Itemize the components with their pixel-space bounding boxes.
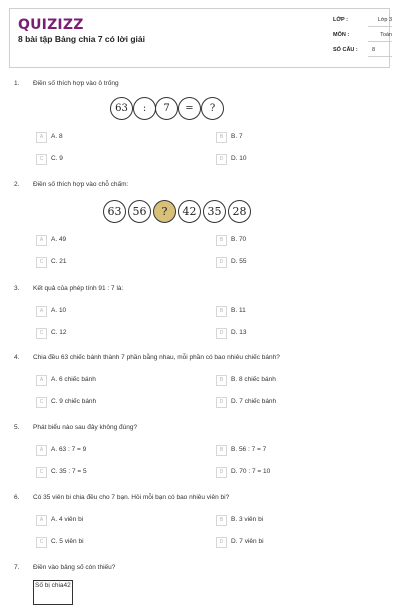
option-letter-box: D [216,257,227,268]
option-letter-box: A [36,132,47,143]
option-letter-box: D [216,328,227,339]
option-text: A. 4 viên bi [51,516,84,523]
option-text: C. 9 chiếc bánh [51,398,97,405]
q2-circle-4: 42 [178,200,201,223]
option-text: A. 49 [51,236,67,243]
question-3-number: 3. [14,285,20,292]
q2-circle-3-missing: ? [153,200,176,223]
q2-circle-5: 35 [203,200,226,223]
option-text: A. 6 chiếc bánh [51,376,96,383]
option-letter-box: B [216,445,227,456]
quizizz-logo: QUIZIZZ [18,17,84,33]
option-letter-box: A [36,235,47,246]
question-5-number: 5. [14,424,20,431]
q1-circle-5: ? [201,97,224,120]
option-letter-box: B [216,375,227,386]
q1-circle-1: 63 [110,97,133,120]
option-text: D. 7 viên bi [231,538,264,545]
q1-circle-2: : [133,97,156,120]
q2-circle-2: 56 [128,200,151,223]
subject-value: Toán [380,32,392,38]
option-letter-box: A [36,375,47,386]
option-letter-box: D [216,537,227,548]
option-text: B. 7 [231,133,243,140]
option-text: D. 55 [231,258,247,265]
option-letter-box: C [36,537,47,548]
q1-circle-3: 7 [155,97,178,120]
q2-circle-1: 63 [103,200,126,223]
option-letter-box: D [216,397,227,408]
question-count-underline [368,56,392,57]
question-2-text: Điền số thích hợp vào chỗ chấm: [33,181,129,188]
option-letter-box: C [36,467,47,478]
option-letter-box: B [216,132,227,143]
question-count-value: 8 [372,47,376,53]
option-text: A. 8 [51,133,63,140]
option-text: B. 56 : 7 = 7 [231,446,267,453]
class-underline [368,26,392,27]
question-7-text: Điền vào bảng số còn thiếu? [33,564,116,571]
class-label: LỚP : [333,17,348,23]
worksheet-header [9,8,390,68]
option-text: C. 21 [51,258,67,265]
option-letter-box: D [216,154,227,165]
option-letter-box: C [36,328,47,339]
option-letter-box: C [36,397,47,408]
worksheet-title: 8 bài tập Bảng chia 7 có lời giải [18,34,145,44]
option-text: D. 10 [231,155,247,162]
option-letter-box: B [216,306,227,317]
option-text: C. 9 [51,155,63,162]
option-text: C. 12 [51,329,67,336]
question-2-number: 2. [14,181,20,188]
question-1-number: 1. [14,80,20,87]
q1-circle-4: = [178,97,201,120]
question-5-text: Phát biểu nào sau đây không đúng? [33,424,138,431]
option-letter-box: B [216,515,227,526]
option-letter-box: C [36,154,47,165]
option-text: D. 7 chiếc bánh [231,398,277,405]
question-count-label: SỐ CÂU : [333,47,358,53]
question-4-text: Chia đều 63 chiếc bánh thành 7 phần bằng nhau, mỗi phần có bao nhiêu chiếc bánh? [33,354,280,361]
option-text: B. 11 [231,307,246,314]
question-1-text: Điền số thích hợp vào ô trống [33,80,119,87]
subject-underline [368,41,392,42]
question-3-text: Kết quả của phép tính 91 : 7 là: [33,285,124,292]
q2-circle-6: 28 [228,200,251,223]
option-text: D. 13 [231,329,247,336]
option-text: B. 70 [231,236,247,243]
question-6-number: 6. [14,494,20,501]
table-cell-text: Số bị chia42 [35,582,71,589]
option-letter-box: A [36,445,47,456]
question-7-number: 7. [14,564,20,571]
option-letter-box: C [36,257,47,268]
subject-label: MÔN : [333,32,350,38]
option-text: B. 3 viên bi [231,516,264,523]
option-letter-box: A [36,306,47,317]
option-letter-box: A [36,515,47,526]
option-letter-box: B [216,235,227,246]
class-value: Lớp 3 [377,17,392,23]
question-6-text: Có 35 viên bi chia đều cho 7 bạn. Hỏi mỗi bạn có bao nhiêu viên bi? [33,494,230,501]
option-text: B. 8 chiếc bánh [231,376,276,383]
option-text: C. 5 viên bi [51,538,84,545]
option-text: A. 10 [51,307,67,314]
missing-number-table [33,580,73,605]
question-4-number: 4. [14,354,20,361]
option-text: C. 35 : 7 = 5 [51,468,87,475]
option-letter-box: D [216,467,227,478]
option-text: D. 70 : 7 = 10 [231,468,271,475]
option-text: A. 63 : 7 = 9 [51,446,87,453]
